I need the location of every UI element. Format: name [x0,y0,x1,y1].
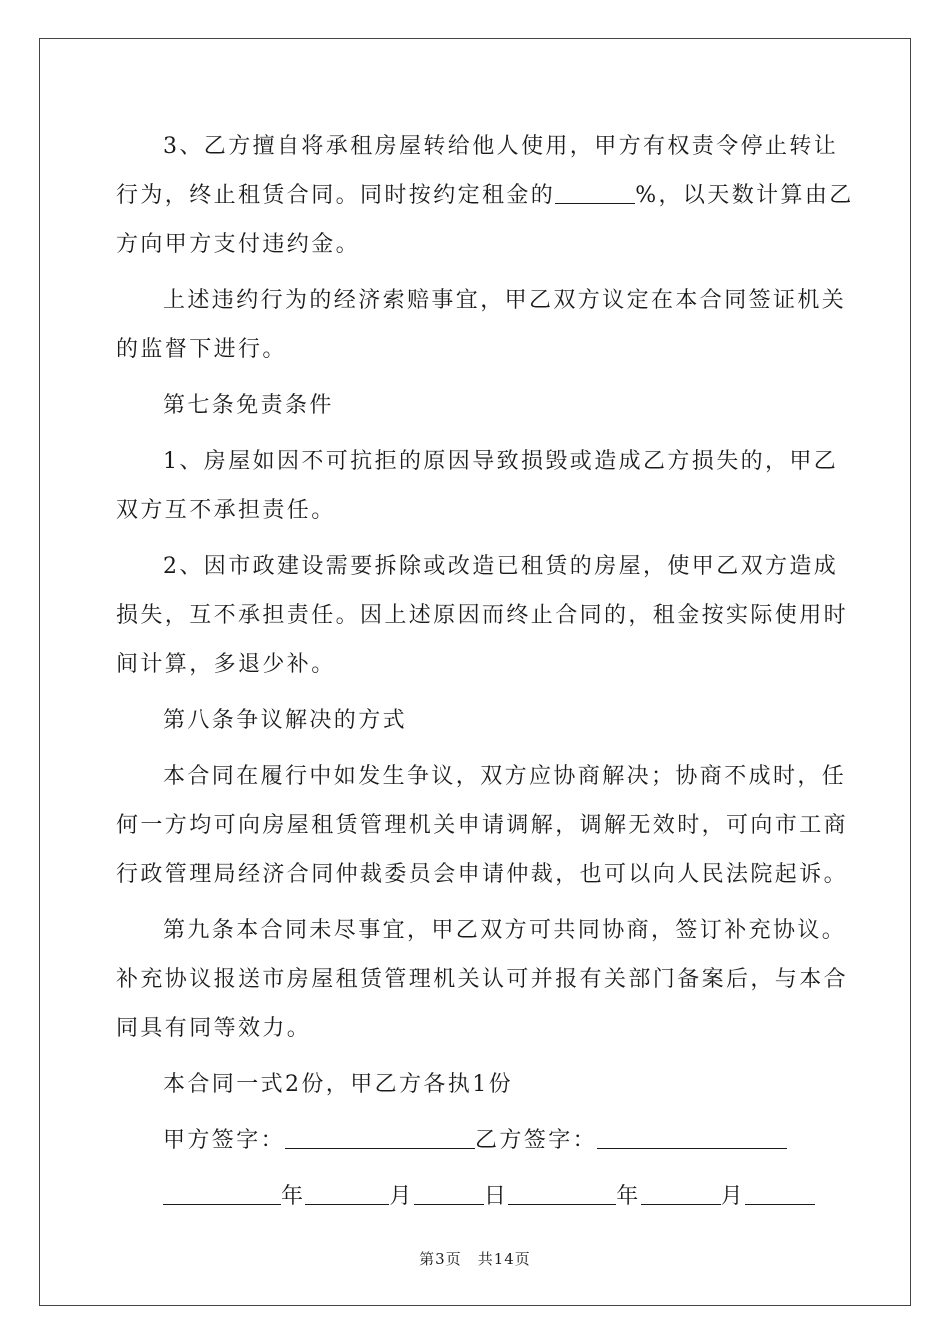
percentage-blank[interactable] [555,179,635,204]
month-label: 月 [720,1184,746,1209]
paragraph-line: 何一方均可向房屋租赁管理机关申请调解，调解无效时，可向市工商 [116,813,849,838]
text-segment: %，以天数计算由乙 [635,183,854,208]
text-segment: 行为，终止租赁合同。同时按约定租金的 [116,183,556,208]
article-heading: 第八条争议解决的方式 [163,708,408,733]
paragraph-line: 同具有同等效力。 [116,1016,312,1041]
paragraph-line: 双方互不承担责任。 [116,498,336,523]
paragraph-line: 上述违约行为的经济索赔事宜，甲乙双方议定在本合同签证机关 [163,288,847,313]
paragraph-line [116,177,854,226]
party-b-signature-field[interactable] [597,1124,787,1149]
paragraph-line: 1、房屋如因不可抗拒的原因导致损毁或造成乙方损失的，甲乙 [163,449,839,474]
month-label: 月 [389,1184,414,1209]
party-b-signature-label: 乙方签字： [475,1128,598,1153]
date-row [116,1178,838,1227]
paragraph-line: 本合同在履行中如发生争议，双方应协商解决；协商不成时，任 [163,764,847,789]
party-b-year-field[interactable] [508,1180,616,1205]
paragraph-line: 的监督下进行。 [116,337,287,362]
paragraph-line: 方向甲方支付违约金。 [116,232,361,257]
signature-row [116,1122,838,1171]
year-label: 年 [281,1184,306,1209]
party-a-signature-label: 甲方签字： [163,1128,286,1153]
paragraph-line: 行政管理局经济合同仲裁委员会申请仲裁，也可以向人民法院起诉。 [116,862,849,887]
article-heading: 第七条免责条件 [163,393,334,418]
paragraph-line: 间计算，多退少补。 [116,652,336,677]
party-a-signature-field[interactable] [285,1124,475,1149]
document-body [116,128,854,1227]
paragraph-line: 损失，互不承担责任。因上述原因而终止合同的，租金按实际使用时 [116,603,849,628]
day-label: 日 [483,1184,509,1209]
paragraph-line: 2、因市政建设需要拆除或改造已租赁的房屋，使甲乙双方造成 [163,554,839,579]
party-a-year-field[interactable] [163,1180,281,1205]
copies-line: 本合同一式2份，甲乙方各执1份 [163,1072,513,1097]
paragraph-line: 3、乙方擅自将承租房屋转给他人使用，甲方有权责令停止转让 [163,134,839,159]
paragraph-line: 补充协议报送市房屋租赁管理机关认可并报有关部门备案后，与本合 [116,967,849,992]
party-b-day-field[interactable] [745,1180,815,1205]
paragraph-line: 第九条本合同未尽事宜，甲乙双方可共同协商，签订补充协议。 [163,918,847,943]
party-a-month-field[interactable] [305,1180,389,1205]
year-label: 年 [616,1184,641,1209]
page-number-footer: 第3页 共14页 [419,1250,531,1268]
party-b-month-field[interactable] [641,1180,721,1205]
party-a-day-field[interactable] [414,1180,484,1205]
